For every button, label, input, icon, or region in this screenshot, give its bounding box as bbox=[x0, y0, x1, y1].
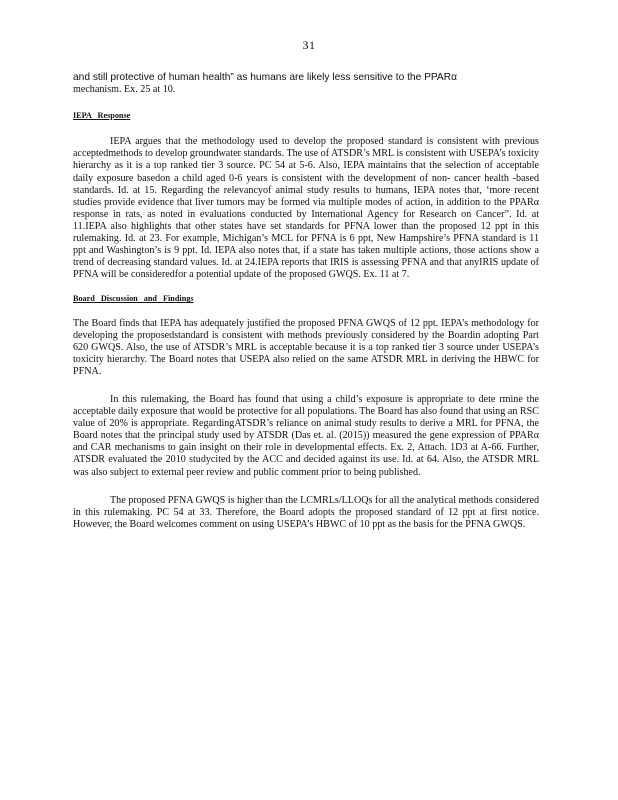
section-heading-board-discussion: Board Discussion and Findings bbox=[73, 294, 194, 304]
board-paragraph-2: In this rulemaking, the Board has found that using a child’s exposure is appropriate to dete rmine the acceptable daily exposure that would be protective for all populations. The Board has also found that using an RSC value of 20% is appropriate. RegardingATSDR’s reliance on animal study results to derive a MRL for PFNA, the Board notes that the principal study used by ATSDR (Das et. al. (2015)) measured the gene expression of PPARα and CAR mechanisms to gain insight on their role in developmental effects. Ex. 2, Attach. 1D3 at A-66. Further, ATSDR evaluated the 2010 studycited by the ACC and decided against its use. Id. at 64. Also, the ATSDR MRL was also subject to external peer review and public comment prior to being published. bbox=[73, 393, 539, 478]
section-heading-iepa-response: IEPA Response bbox=[73, 111, 131, 121]
board-paragraph-1: The Board finds that IEPA has adequately justified the proposed PFNA GWQS of 12 ppt. IEPA’s methodology for developing the proposedstandard is consistent with methods previously considered by the Boardin adopting Part 620 GWQS. Also, the use of ATSDR’s MRL is acceptable because it is a top ranked tier 3 source under USEPA’s toxicity hierarchy. The Board notes that USEPA also relied on the same ATSDR MRL in deriving the HBWC for PFNA. bbox=[73, 317, 539, 377]
iepa-response-paragraph: IEPA argues that the methodology used to develop the proposed standard is consistent with previous acceptedmethods to develop groundwater standards. The use of ATSDR’s MRL is consistent with USEPA’s toxicity hierarchy as it is a top ranked tier 3 source. PC 54 at 5-6. Also, IEPA maintains that the selection of acceptable daily exposure basedon a child aged 0-6 years is consistent with the development of non- cancer health -based standards. Id. at 15. Regarding the relevancyof animal study results to humans, IEPA notes that, ‘more recent studies provide evidence that liver tumors may be formed via multiple modes of action, in addition to the PPARα response in rats, as noted in evaluations conducted by International Agency for Research on Cancer”. Id. at 11.IEPA also highlights that other states have set standards for PFNA lower than the proposed 12 ppt in this rulemaking. Id. at 23. For example, Michigan’s MCL for PFNA is 6 ppt, New Hampshire’s PFNA standard is 11 ppt and Washington’s is 9 ppt. Id. IEPA also notes that, if a state has taken multiple actions, those actions show a trend of decreasing standard values. Id. at 24.IEPA reports that IRIS is assessing PFNA and that anyIRIS update of PFNA will be consideredfor a potential update of the proposed GWQS. Ex. 11 at 7. bbox=[73, 136, 539, 281]
page-number: 31 bbox=[302, 38, 316, 52]
intro-line: and still protective of human health” as humans are likely less sensitive to the PPARα bbox=[73, 72, 457, 83]
board-paragraph-3: The proposed PFNA GWQS is higher than the LCMRLs/LLOQs for all the analytical methods considered in this rulemaking. PC 54 at 33. Therefore, the Board adopts the proposed standard of 12 ppt at first notice. However, the Board welcomes comment on using USEPA’s HBWC of 10 ppt as the basis for the PFNA GWQS. bbox=[73, 494, 539, 530]
intro-line-citation: mechanism. Ex. 25 at 10. bbox=[73, 84, 176, 96]
document-body bbox=[73, 72, 539, 531]
